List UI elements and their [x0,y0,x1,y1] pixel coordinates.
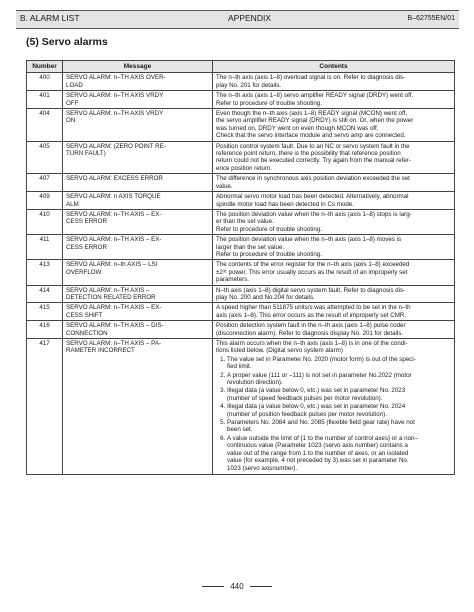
alarm-contents [213,91,455,109]
alarm-contents [213,73,455,91]
table-row [27,73,455,91]
alarm-contents [213,303,455,321]
alarm-contents [213,260,455,285]
alarm-message: SERVO ALARM: n–TH AXIS – EX- CESS SHIFT [63,303,213,321]
table-row [27,141,455,174]
alarm-contents-text: The contents of the error register for the n–th axis (axis 1–8) exceeded ±2³¹ power. This error usually occurs as the result of an improperly set parameters. [216,261,410,284]
column-header-number: Number [27,61,63,73]
alarm-contents [213,235,455,260]
table-header-row [27,61,455,73]
servo-alarm-table [26,60,455,475]
alarm-contents [213,174,455,192]
header-chapter-label: APPENDIX [228,13,271,23]
condition-item: 6. A value outside the limit of {1 to the number of control axes} or a non– continuous value (Parameter 1023 (servo axis number) contains a value out of the range from 1 to the number of axes, or an isolated value (for example, 4 not preceded by 3).was set in parameter No. 1023 (servo axisnumber). [227,435,451,472]
alarm-contents [213,192,455,210]
condition-item: 2. A proper value (111 or –111) is not set in parameter No.2022 (motor revolution direction). [227,372,451,387]
alarm-contents-text: Abnormal servo motor load has been detected. Alternatively, abnormal spindle motor load has been detected in Cs mode. [216,193,409,208]
column-header-contents: Contents [213,61,455,73]
alarm-number: 411 [27,235,63,260]
alarm-message: SERVO ALARM: n–TH AXIS VRDY OFF [63,91,213,109]
alarm-number: 401 [27,91,63,109]
alarm-contents-text: The n–th axis (axis 1–8) overload signal is on. Refer to diagnosis dis- play No. 201 for details. [216,74,406,89]
alarm-message: SERVO ALARM: n–th AXIS – LSI OVERFLOW [63,260,213,285]
alarm-number: 413 [27,260,63,285]
alarm-contents [213,321,455,339]
alarm-message: SERVO ALARM: n AXIS TORQUE ALM [63,192,213,210]
footer-rule-right [250,586,272,587]
table-row [27,235,455,260]
footer-rule-left [202,586,224,587]
alarm-number: 410 [27,209,63,234]
table-row [27,209,455,234]
table-row [27,91,455,109]
alarm-number: 417 [27,339,63,475]
alarm-contents-text: Even though the n–th axis (axis 1–8) READY signal (MCON) went off, the servo amplifier READY signal (DRDY) is still on. Or, when the power was turned on, DRDY went on even though MCON was off. Check that the servo interface module and servo amp are connected. [216,110,414,140]
alarm-number: 409 [27,192,63,210]
table-row [27,109,455,142]
table-row [27,192,455,210]
alarm-number: 404 [27,109,63,142]
alarm-contents [213,285,455,303]
condition-list [216,356,451,472]
alarm-message: SERVO ALARM: n–TH AXIS OVER- LOAD [63,73,213,91]
alarm-contents-text: This alarm occurs when the n–th axis (axis 1–8) is in one of the condi- tions listed below. (Digital servo system alarm) [216,340,408,355]
alarm-contents [213,339,455,475]
condition-item: 1. The value set in Parameter No. 2020 (motor form) is out of the speci- fied limit. [227,356,451,371]
condition-item: 4. Illegal data (a value below 0, etc.) was set in parameter No. 2024 (number of position feedback pulses per motor revolution). [227,403,451,418]
alarm-number: 407 [27,174,63,192]
alarm-contents-text: N–th axis (axis 1–8) digital servo system fault. Refer to diagnosis dis- play No. 200 and No.204 for details. [216,286,406,301]
alarm-message: SERVO ALARM: n–TH AXIS – EX- CESS ERROR [63,235,213,260]
table-row [27,285,455,303]
header-section-label: B. ALARM LIST [20,13,80,23]
alarm-number: 405 [27,141,63,174]
alarm-contents-text: The n–th axis (axis 1–8) servo amplifier READY signal (DRDY) went off. Refer to procedure of trouble shooting. [216,92,414,107]
page-number: 440 [230,582,244,591]
alarm-message: SERVO ALARM: n–TH AXIS – DETECTION RELATED ERROR [63,285,213,303]
alarm-message: SERVO ALARM: (ZERO POINT RE- TURN FAULT) [63,141,213,174]
alarm-message: SERVO ALARM: EXCESS ERROR [63,174,213,192]
alarm-contents [213,109,455,142]
alarm-contents-text: The position deviation value when the n–th axis (axis 1–8) moves is larger than the set value. Refer to procedure of trouble shooting. [216,236,402,258]
alarm-message: SERVO ALARM: n–TH AXIS – PA- RAMETER INCORRECT [63,339,213,475]
alarm-contents [213,141,455,174]
alarm-contents-text: Position control system fault. Due to an NC or servo system fault in the reference point return, there is the possibility that reference position return could not be executed correctly. Try again from the manual refer- ence position return. [216,142,411,172]
section-title: (5) Servo alarms [26,36,108,48]
alarm-contents-text: A speed higher than 511875 units/s was attempted to be set in the n–th axis (axis 1–8). This error occurs as the result of improperly set CMR. [216,304,411,319]
alarm-message: SERVO ALARM: n–TH AXIS – EX- CESS ERROR [63,209,213,234]
table-row [27,339,455,475]
alarm-number: 400 [27,73,63,91]
table-body [27,73,455,475]
column-header-message: Message [63,61,213,73]
alarm-contents-text: The difference in synchronous axis position deviation exceeded the set value. [216,175,410,190]
alarm-message: SERVO ALARM: n–TH AXIS – DIS- CONNECTION [63,321,213,339]
table-row [27,321,455,339]
alarm-number: 414 [27,285,63,303]
alarm-number: 416 [27,321,63,339]
alarm-contents-text: The position deviation value when the n–th axis (axis 1–8) stops is larg- er than the set value. Refer to procedure of trouble shooting. [216,210,412,233]
alarm-contents-text: Position detection system fault in the n–th axis (axis 1–8) pulse coder (disconnection alarm). Refer to diagnosis display No. 201 for details. [216,322,406,337]
table-row [27,174,455,192]
page-header [16,10,459,29]
alarm-contents [213,209,455,234]
table-row [27,303,455,321]
alarm-message: SERVO ALARM: n–TH AXIS VRDY ON [63,109,213,142]
header-document-code: B–62755EN/01 [407,15,455,22]
table-row [27,260,455,285]
alarm-number: 415 [27,303,63,321]
page-footer [0,582,474,591]
condition-item: 5. Parameters No. 2084 and No. 2085 (flexible field gear rate) have not been set. [227,419,451,434]
condition-item: 3. Illegal data (a value below 0, etc.) was set in parameter No. 2023 (number of speed feedback pulses per motor revolution). [227,387,451,402]
